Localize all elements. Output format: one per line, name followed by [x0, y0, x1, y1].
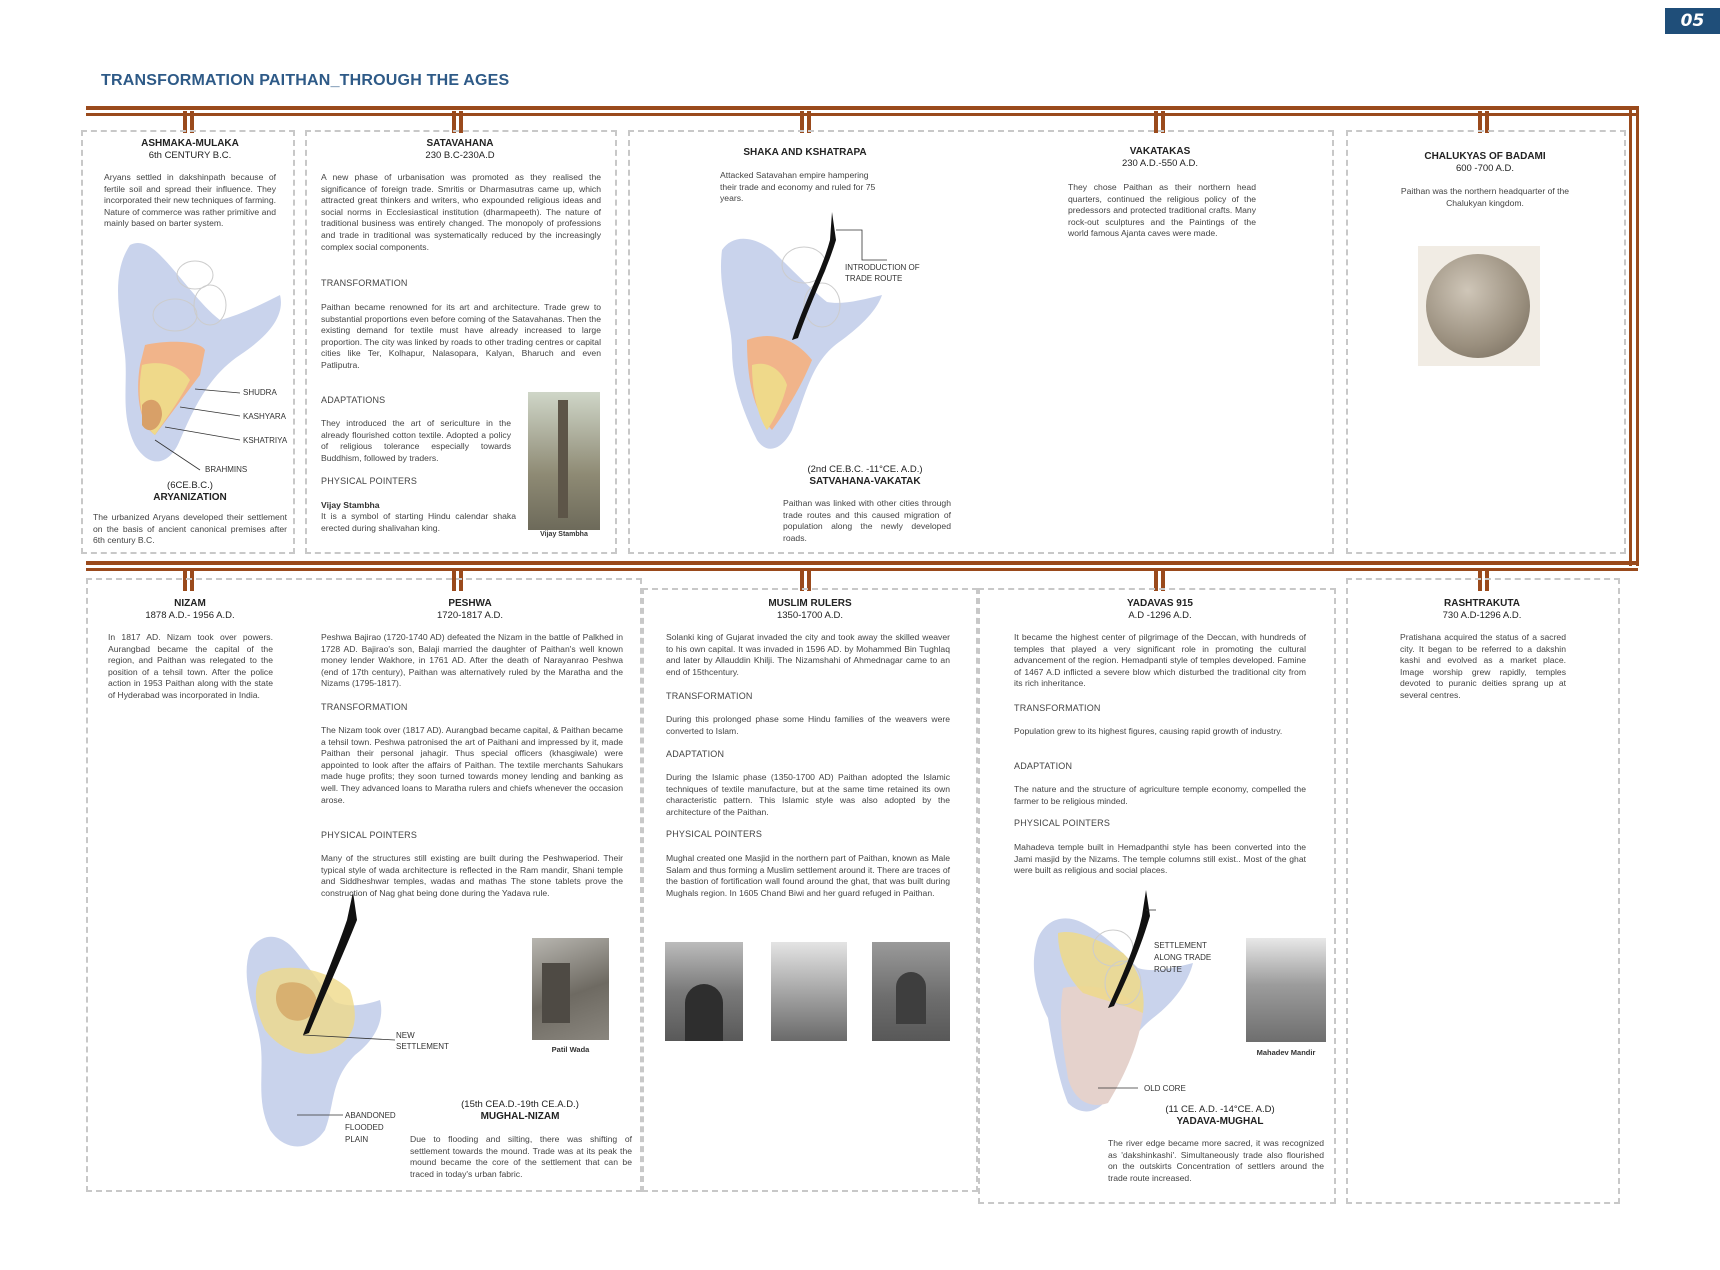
yadava-mughal-title: YADAVA-MUGHAL	[1176, 1116, 1264, 1127]
trade-route-map	[712, 210, 912, 460]
muslim-transformation-heading: TRANSFORMATION	[666, 691, 753, 701]
yadavas-physical: Mahadeva temple built in Hemadpanthi style has been converted into the Jami masjid by the Nizams. The temple columns still exist.. Most of the ghat were built as religious and social places.	[1014, 842, 1306, 876]
satavahana-title: SATAVAHANA	[426, 138, 494, 149]
yadavas-bottom-text: The river edge became more sacred, it was recognized as 'dakshinkashi'. Simultaneously trade also flourished on the outskirts Concentration of settlers around the trade route increased.	[1108, 1138, 1324, 1183]
label-kshatriya: KSHATRIYA	[243, 436, 288, 445]
vijay-stambha-photo	[528, 392, 600, 530]
yadava-mughal-caption	[1140, 1104, 1300, 1128]
mughal-nizam-date: (15th CEA.D.-19th CE.A.D.)	[461, 1099, 579, 1110]
muslim-heading	[740, 598, 880, 622]
satavahana-physical-heading: PHYSICAL POINTERS	[321, 476, 418, 486]
satvahana-vakatak-date: (2nd CE.B.C. -11°CE. A.D.)	[807, 464, 923, 475]
shaka-bottom-text: Paithan was linked with other cities through trade routes and this caused migration of population along the newly developed roads.	[783, 498, 951, 543]
mughal-gate-photo	[665, 942, 743, 1041]
yadavas-intro: It became the highest center of pilgrimage of the Deccan, with hundreds of temples that played a very significant role in promoting the cultural advancement of the region. Hemadpanti style of temples developed. Famine of 1467 A.D inflicted a severe blow which disturbed the traditional city from its rich inheritance.	[1014, 632, 1306, 689]
label-brahmins: BRAHMINS	[205, 465, 248, 474]
yadava-mughal-date: (11 CE. A.D. -14°CE. A.D)	[1165, 1104, 1275, 1115]
vakatakas-title: VAKATAKAS	[1129, 146, 1191, 157]
peshwa-intro: Peshwa Bajirao (1720-1740 AD) defeated the Nizam in the battle of Palkhed in 1728 AD. Bajirao's son, Balaji married the daughter of Paithan's well known money lender Wakhore, in 1761 AD. After the death of Narayanrao Peshwa (end of 17th century), Paithan was alternatively ruled by the Maratha and the Nizams (1795-1817).	[321, 632, 623, 689]
mughal-nizam-title: MUGHAL-NIZAM	[480, 1111, 560, 1122]
chalukya-title: CHALUKYAS OF BADAMI	[1424, 151, 1546, 162]
satavahana-heading	[380, 138, 540, 162]
yadavas-adaptation: The nature and the structure of agriculture temple economy, compelled the farmer to be religious minded.	[1014, 784, 1306, 806]
rashtrakuta-date: 730 A.D-1296 A.D.	[1442, 610, 1522, 621]
mahadev-mandir-photo	[1246, 938, 1326, 1042]
page-number-badge: 05	[1665, 8, 1720, 34]
shaka-text: Attacked Satavahan empire hampering their trade and economy and ruled for 75 years.	[720, 170, 876, 204]
yadavas-physical-heading: PHYSICAL POINTERS	[1014, 818, 1111, 828]
yadavas-title: YADAVAS 915	[1127, 598, 1193, 609]
peshwa-heading	[400, 598, 540, 622]
yadavas-transformation-heading: TRANSFORMATION	[1014, 703, 1101, 713]
yadavas-date: A.D -1296 A.D.	[1128, 610, 1192, 621]
nizam-text: In 1817 AD. Nizam took over powers. Aurangbad became the capital of the region, and Paithan was relegated to the position of a tehsil town. After the police action in 1953 Paithan along with the state of Hyderabad was incorporated in India.	[108, 632, 273, 700]
satavahana-intro: A new phase of urbanisation was promoted as they realised the significance of foreign trade. Smritis or Dharmasutras came up, which attracted great thinkers and writers, who expounded religious ideas and social norms in Ecclesiastical institution (dharmapeeth). The nature of traditional business was entirely changed. The monopoly of professions and trade in traditional was systematically reduced by the increasingly complex social components.	[321, 172, 601, 252]
muslim-date: 1350-1700 A.D.	[776, 610, 844, 621]
mughal-nizam-caption	[440, 1099, 600, 1123]
chalukya-text: Paithan was the northern headquarter of the Chalukyan kingdom.	[1400, 186, 1570, 208]
new-settlement-label: NEW SETTLEMENT	[396, 1031, 449, 1051]
peshwa-date: 1720-1817 A.D.	[436, 610, 504, 621]
muslim-transformation: During this prolonged phase some Hindu families of the weavers were converted to Islam.	[666, 714, 950, 736]
nizam-date: 1878 A.D.- 1956 A.D.	[145, 610, 235, 621]
muslim-adaptation: During the Islamic phase (1350-1700 AD) Paithan adopted the Islamic techniques of textile manufacture, but at the same time retained its own characteristic pattern. This Islamic style was also adopted by the architecture of the Paithan.	[666, 772, 950, 817]
chalukya-date: 600 -700 A.D.	[1455, 163, 1515, 174]
satavahana-date: 230 B.C-230A.D	[425, 150, 495, 161]
satavahana-transformation-heading: TRANSFORMATION	[321, 278, 408, 288]
fort-door-photo	[872, 942, 950, 1041]
nizam-heading	[120, 598, 260, 622]
label-shudra: SHUDRA	[243, 388, 277, 397]
label-kashyara: KASHYARA	[243, 412, 286, 421]
vijay-stambha-text: It is a symbol of starting Hindu calendar shaka erected during shalivahan king.	[321, 511, 516, 533]
vijay-stambha-heading: Vijay Stambha	[321, 500, 380, 510]
page-title: TRANSFORMATION PAITHAN_THROUGH THE AGES	[101, 72, 510, 89]
vijay-stambha-caption: Vijay Stambha	[540, 531, 588, 538]
satvahana-vakatak-caption	[790, 464, 940, 488]
settlement-trade-route-label: SETTLEMENT ALONG TRADE ROUTE	[1154, 941, 1212, 974]
patil-wada-photo	[532, 938, 609, 1040]
satavahana-adaptations-heading: ADAPTATIONS	[321, 395, 386, 405]
rashtrakuta-text: Pratishana acquired the status of a sacred city. It began to be referred to a dakshin kashi and evolved as a market place. Image worship grew rapidly, temples devoted to puranic deities sprang up at several centres.	[1400, 632, 1566, 700]
satvahana-vakatak-title: SATVAHANA-VAKATAK	[809, 476, 921, 487]
abandoned-plain-label: ABANDONED FLOODED PLAIN	[345, 1111, 396, 1144]
rashtrakuta-heading	[1412, 598, 1552, 622]
ashmaka-title: ASHMAKA-MULAKA	[141, 138, 239, 149]
yadavas-adaptation-heading: ADAPTATION	[1014, 761, 1073, 771]
chalukyan-coin-image	[1418, 246, 1540, 366]
rashtrakuta-title: RASHTRAKUTA	[1444, 598, 1520, 609]
shaka-title: SHAKA AND KSHATRAPA	[743, 147, 867, 158]
satavahana-adaptations: They introduced the art of sericulture in the already flourished cotton textile. Adopted a policy of religious tolerance especially towards Buddhism, followed by traders.	[321, 418, 511, 463]
muslim-intro: Solanki king of Gujarat invaded the city and took away the skilled weaver to his own capital. It was invaded in 1596 AD. by Mohammed Bin Tughlaq and later by Allauddin Khilji. The Nizamshahi of Ahmednagar came to an end of 15thcentury.	[666, 632, 950, 677]
nizam-title: NIZAM	[174, 598, 206, 609]
peshwa-transformation: The Nizam took over (1817 AD). Aurangbad became capital, & Paithan became a tehsil town. Peshwa patronised the art of Paithani and impressed by it, made Paithan their personal jahagir. Thus special officers (khasgiwale) were appointed to look after the affairs of Paithan. The textile merchants Sahukars made huge profits; they soon turned towards money lending and banking as well. They advanced loans to Maratha rulers and chiefs whenever the occasion arose.	[321, 725, 623, 805]
peshwa-physical: Many of the structures still existing are built during the Peshwaperiod. Their typical style of wada architecture is reflected in the Ram mandir, Shani temple and Siddheshwar temples, wadas and mathas The stone tablets prove the construction of Nag ghat being done during the Yadava rule.	[321, 853, 623, 898]
mahadev-mandir-caption: Mahadev Mandir	[1256, 1048, 1316, 1057]
yadavas-transformation: Population grew to its highest figures, causing rapid growth of industry.	[1014, 726, 1283, 736]
peshwa-title: PESHWA	[448, 598, 492, 609]
aryanization-caption	[130, 480, 250, 504]
ashmaka-heading	[100, 138, 280, 162]
vakatakas-date: 230 A.D.-550 A.D.	[1121, 158, 1199, 169]
patil-wada-caption: Patil Wada	[551, 1045, 590, 1054]
peshwa-bottom-text: Due to flooding and silting, there was shifting of settlement towards the mound. Trade was at its peak the mound became the core of the settlement that can be traced in today's urban fabric.	[410, 1134, 632, 1179]
vakatakas-heading	[1090, 146, 1230, 170]
peshwa-transformation-heading: TRANSFORMATION	[321, 702, 408, 712]
trade-route-label: INTRODUCTION OF TRADE ROUTE	[845, 263, 920, 283]
yadavas-heading	[1090, 598, 1230, 622]
satavahana-transformation: Paithan became renowned for its art and architecture. Trade grew to substantial proportions even before coming of the Satavahanas. Then the existing demand for textile must have already increased to large proportion. The city was linked by roads to other trading centres or capital cities like Ter, Kolhapur, Nalasopara, Kalyan, Bharuch and even Patliputra.	[321, 302, 601, 370]
peshwa-physical-heading: PHYSICAL POINTERS	[321, 830, 418, 840]
aryanization-title: ARYANIZATION	[153, 492, 227, 503]
muslim-adaptation-heading: ADAPTATION	[666, 749, 725, 759]
muslim-title: MUSLIM RULERS	[768, 598, 852, 609]
ashmaka-bottom-text: The urbanized Aryans developed their settlement on the basis of ancient canonical premises after 6th century B.C.	[93, 512, 287, 546]
masjid-photo	[771, 942, 847, 1041]
vakatakas-text: They chose Paithan as their northern head quarters, continued the religious policy of the predessors and protected traditional crafts. Many rock-out sculptures and the Paintings of the world famous Ajanta caves were made.	[1068, 182, 1256, 239]
old-core-label: OLD CORE	[1144, 1084, 1186, 1093]
ashmaka-date: 6th CENTURY B.C.	[148, 150, 232, 161]
ashmaka-text: Aryans settled in dakshinpath because of fertile soil and spread their influence. They incorporated their new techniques of farming. Nature of commerce was rather primitive and mainly based on barter system.	[104, 172, 276, 229]
aryanization-map	[100, 235, 300, 485]
muslim-physical-heading: PHYSICAL POINTERS	[666, 829, 763, 839]
aryanization-date: (6CE.B.C.)	[167, 480, 213, 491]
muslim-physical: Mughal created one Masjid in the northern part of Paithan, known as Male Salam and thus forming a Muslim settlement around it. There are traces of the bastion of fortification wall found around the ghat, that was built during Mughals region. In 1605 Chand Biwi and her guard refuged in Paithan.	[666, 853, 950, 898]
chalukya-heading	[1400, 151, 1570, 175]
